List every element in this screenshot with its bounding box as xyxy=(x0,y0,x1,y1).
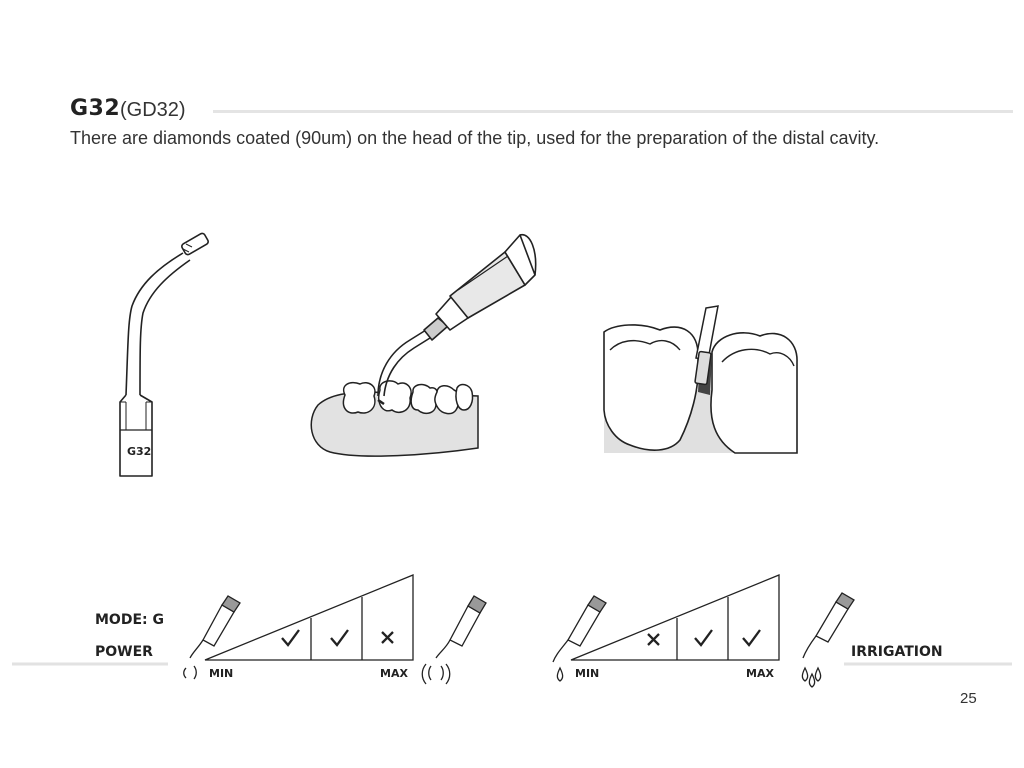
handpiece-illustration xyxy=(378,235,536,404)
molar-closeup-illustration xyxy=(604,306,797,453)
page-number: 25 xyxy=(960,690,977,707)
jaw-illustration xyxy=(311,381,478,456)
power-scale xyxy=(205,575,413,660)
handpiece-max-power-icon xyxy=(422,596,486,684)
power-max-label: MAX xyxy=(380,667,408,680)
power-label: POWER xyxy=(95,644,153,660)
tip-alt-code: (GD32) xyxy=(120,99,186,121)
check-icon xyxy=(282,630,299,645)
irrigation-label: IRRIGATION xyxy=(851,644,943,660)
irrigation-scale xyxy=(571,575,779,660)
irrigation-min-label: MIN xyxy=(575,667,600,680)
cross-icon xyxy=(648,634,659,645)
handpiece-max-irrigation-icon xyxy=(802,593,854,687)
tip-description: There are diamonds coated (90um) on the head of the tip, used for the preparation of the distal cavity. xyxy=(70,128,880,148)
mode-label: MODE: G xyxy=(95,612,164,628)
check-icon xyxy=(331,630,348,645)
tip-code: G32 xyxy=(70,96,121,121)
irrigation-max-label: MAX xyxy=(746,667,774,680)
check-icon xyxy=(743,630,760,645)
power-min-label: MIN xyxy=(209,667,234,680)
scaler-tip-illustration xyxy=(120,232,209,476)
tip-engraving: G32 xyxy=(127,445,152,458)
check-icon xyxy=(695,630,712,645)
cross-icon xyxy=(382,632,393,643)
